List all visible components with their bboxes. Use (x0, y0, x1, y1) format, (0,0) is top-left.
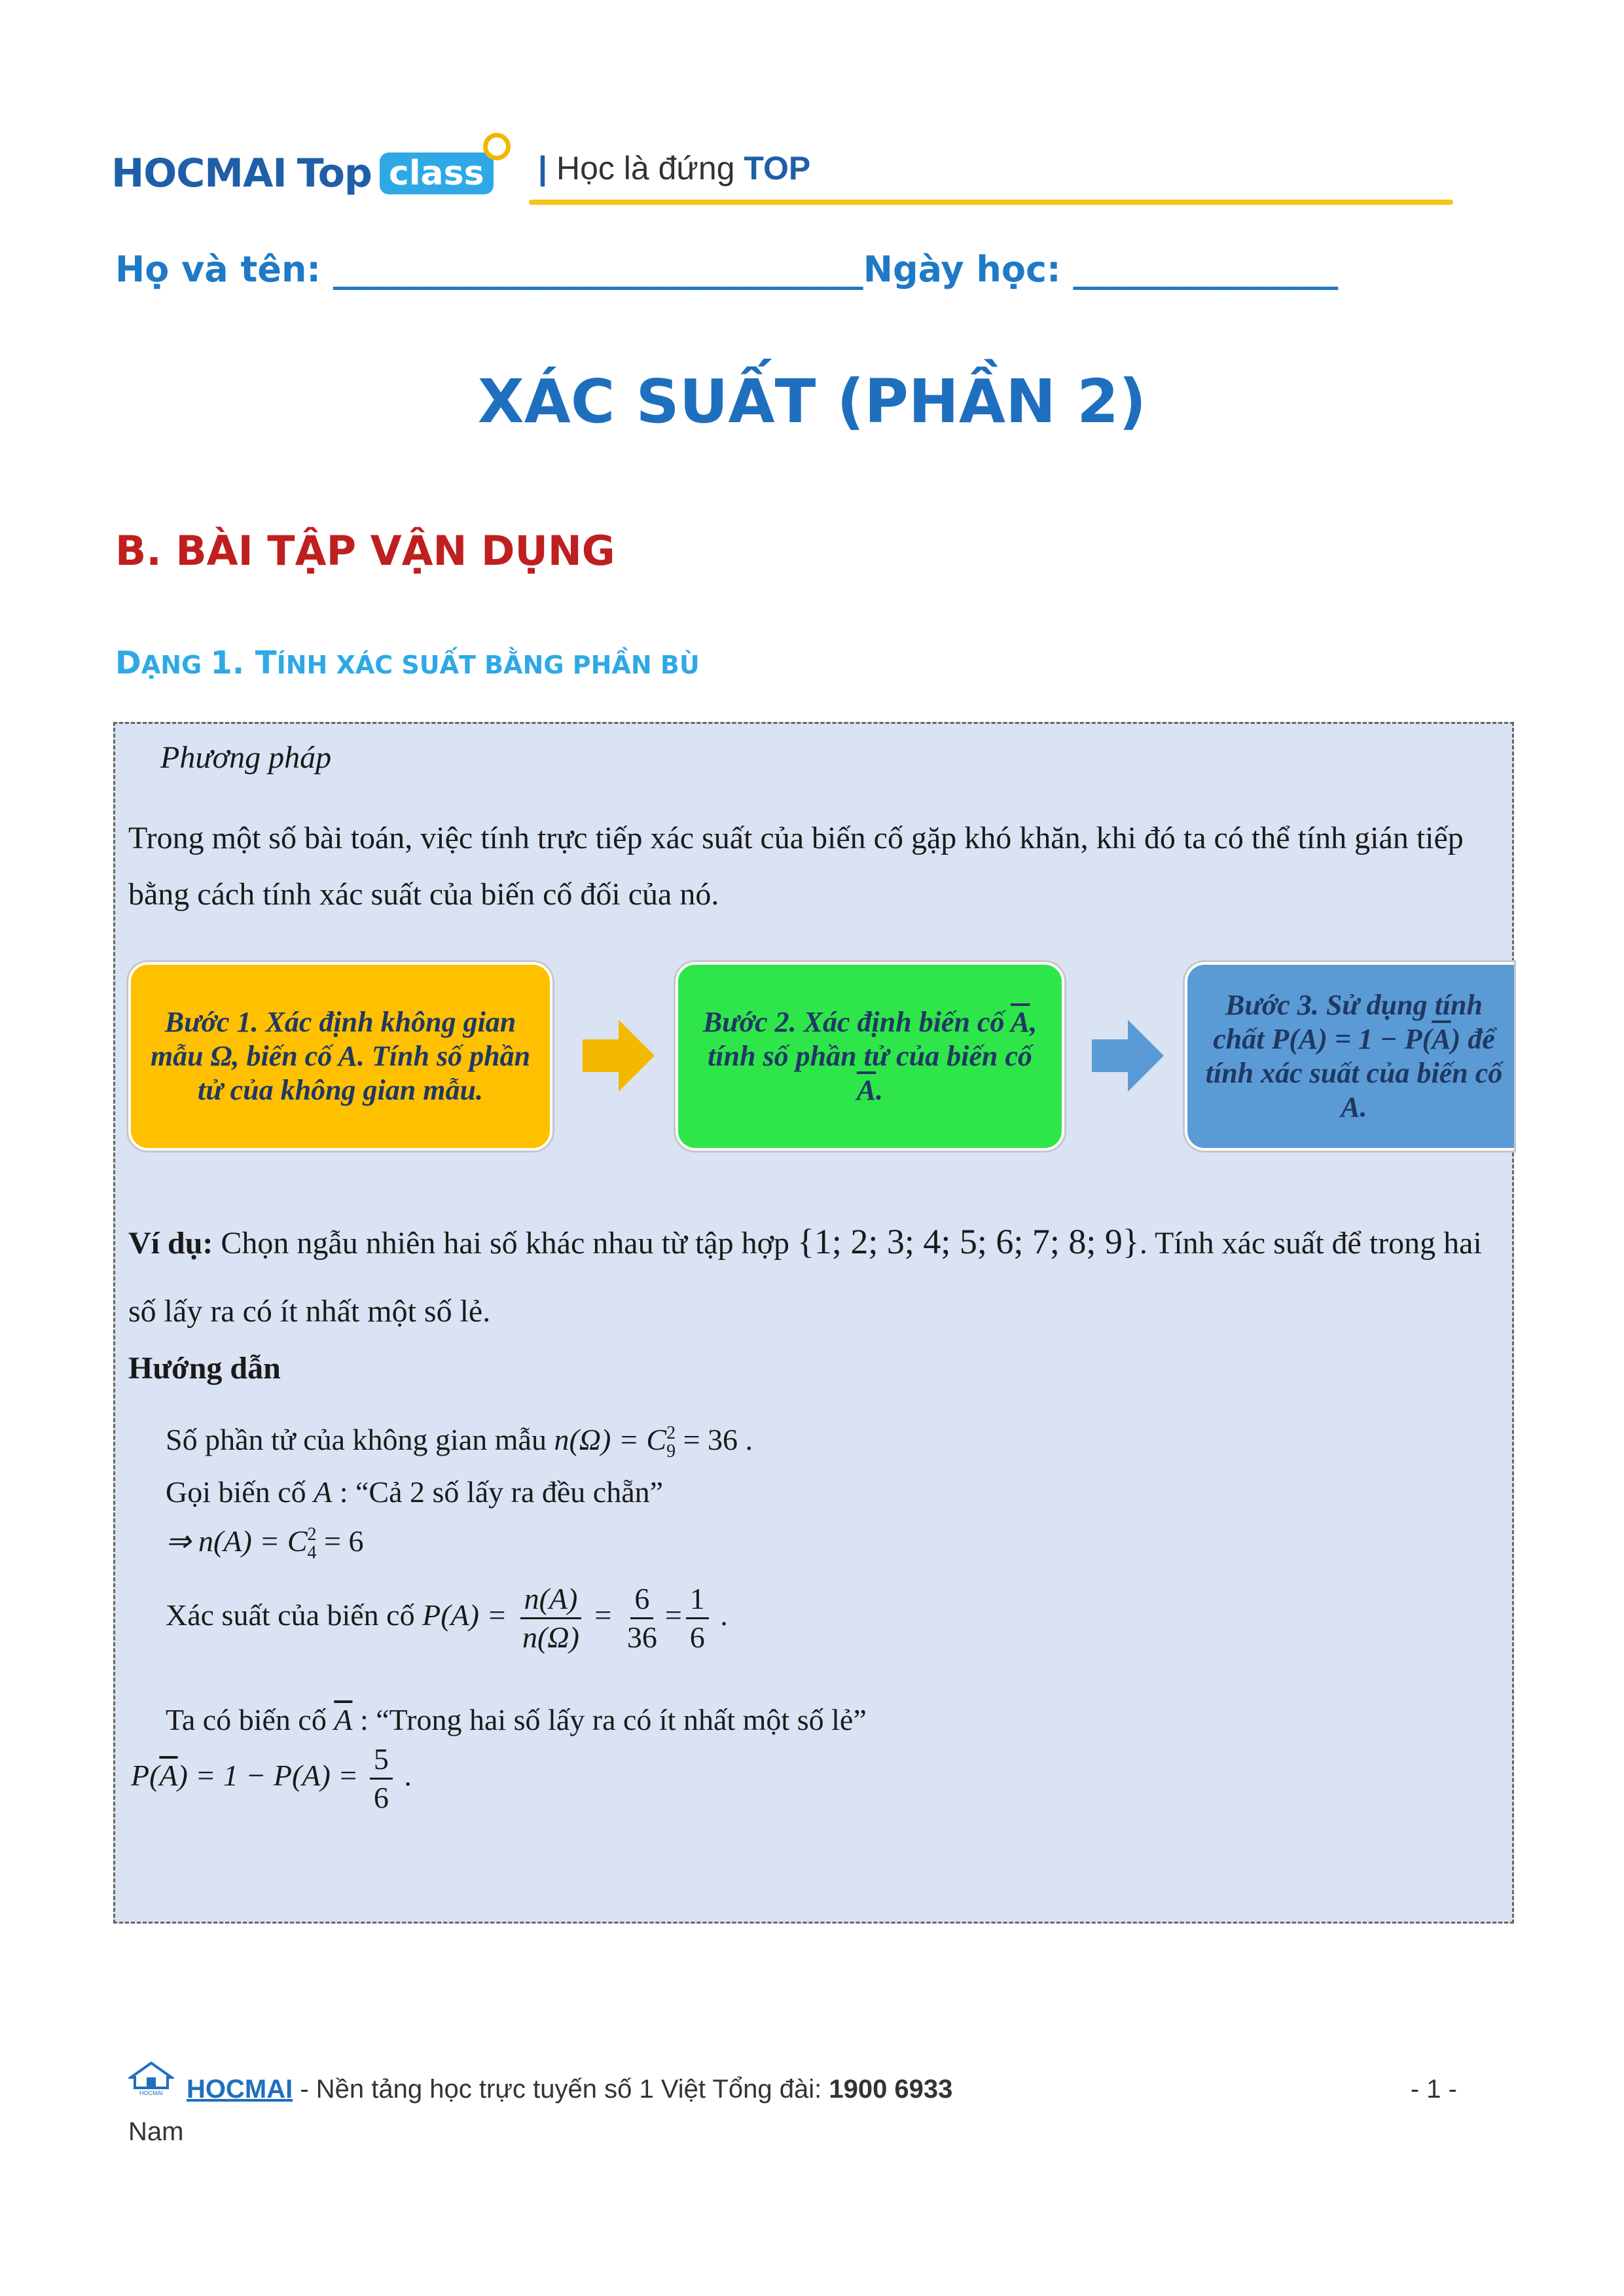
fraction-1-den: n(Ω) (522, 1621, 579, 1654)
solution-line-3-sup: 2 (307, 1524, 317, 1545)
hocmai-house-icon (128, 2062, 174, 2096)
section-heading: B. BÀI TẬP VẬN DỤNG (115, 527, 615, 575)
solution-line-6-var: $\overline{A}$ (159, 1759, 178, 1793)
fraction-2-den: 36 (626, 1621, 657, 1654)
solution-line-5-var: $\overline{A}$ (334, 1703, 353, 1736)
solution-line-4-eq: = (586, 1598, 619, 1632)
example-text-b: . Tính xác suất để trong hai số lấy ra có ít nhất một số lẻ. (128, 1226, 1482, 1329)
solution-line-3-math: ⇒ n(A) = C (166, 1524, 308, 1558)
fraction-3-num: 1 (686, 1581, 709, 1619)
logo-class (380, 152, 494, 194)
fraction-1-num: n(A) (520, 1581, 582, 1619)
step-3-text-c: ) để tính xác suất của biến cố A. (1205, 1023, 1503, 1123)
method-paragraph: Trong một số bài toán, việc tính trực tiếp xác suất của biến cố gặp khó khăn, khi đó ta có thể tính gián tiếp bằng cách tính xác suất của biến cố đối của nó. (128, 821, 1464, 912)
fraction-5-6 (370, 1741, 393, 1816)
solution-line-1-end: = 36 . (676, 1423, 753, 1456)
step-2-text-a: Bước 2. Xác định biến cố (702, 1006, 1011, 1038)
step-2-text-c: , tính số phần tử của biến cố (708, 1006, 1038, 1072)
logo-top: Top (297, 151, 372, 196)
example-set: {1; 2; 3; 4; 5; 6; 7; 8; 9} (797, 1222, 1140, 1261)
house-icon-caption: HOCMAI (139, 2090, 163, 2096)
step-2-complement-a: $\overline{A}$ (1010, 1006, 1030, 1038)
solution-line-5-text: Ta có biến cố (166, 1703, 334, 1736)
solution-line-5-end: : “Trong hai số lấy ra có ít nhất một số lẻ” (352, 1703, 867, 1736)
dang-part-4: ÍNH XÁC SUẤT BẰNG PHẦN BÙ (276, 651, 700, 679)
tagline-bar: | (538, 150, 547, 187)
solution-line-1 (166, 1420, 753, 1461)
tagline-text: Học là đứng (556, 150, 744, 187)
fraction-4-den: 6 (373, 1781, 389, 1814)
tagline-top: TOP (744, 150, 811, 187)
student-name-date-line: Họ và tên: ______________________________Ngày học: _______________ (115, 249, 1339, 290)
solution-line-5 (166, 1700, 867, 1740)
example-text-a: Chọn ngẫu nhiên hai số khác nhau từ tập hợp (213, 1226, 797, 1261)
method-heading: Phương pháp (160, 740, 332, 775)
fraction-nA-nOmega (518, 1581, 583, 1656)
step-2-complement-b: $\overline{A}$ (856, 1074, 876, 1106)
fraction-1-6 (686, 1581, 709, 1656)
tagline-underline (529, 200, 1453, 205)
solution-line-1-math: n(Ω) = C (554, 1423, 667, 1456)
logo-class-text: class (388, 154, 484, 193)
step-2-text-e: . (876, 1074, 884, 1106)
solution-line-4: Xác suất của biến cố P(A) = $\frac{n(A)}{n(\Omega)}$ = $\frac{6}{36}$ = $\frac{1}{6}$ . (166, 1581, 728, 1656)
right-arrow-icon (583, 1020, 655, 1092)
solution-line-6-end: . (396, 1759, 412, 1793)
fraction-4-num: 5 (370, 1741, 393, 1780)
solution-heading: Hướng dẫn (128, 1351, 281, 1386)
gear-icon (483, 133, 511, 160)
solution-line-2-end: : “Cả 2 số lấy ra đều chẵn” (332, 1475, 664, 1509)
hocmai-topclass-logo (111, 144, 494, 203)
solution-line-3-end: = 6 (316, 1524, 364, 1558)
example-paragraph (128, 1208, 1509, 1346)
tagline (538, 149, 810, 187)
solution-line-1-sup: 2 (666, 1423, 676, 1444)
solution-line-6-p: P( (131, 1759, 160, 1793)
footer-text: - Nền tảng học trực tuyến số 1 Việt Tổng đài: (293, 2075, 829, 2104)
solution-line-1-sub: 9 (666, 1441, 676, 1462)
step-3-text-a: Bước 3. Sử dụng tính chất P(A) = 1 − P( (1213, 989, 1483, 1055)
solution-line-2 (166, 1473, 663, 1512)
dang-part-2: ẠNG (141, 651, 211, 679)
logo-hocmai: HOCMAI (111, 151, 287, 196)
step-3-complement: $\overline{A}$ (1432, 1023, 1451, 1055)
solution-line-1-text: Số phần tử của không gian mẫu (166, 1423, 554, 1456)
footer-phone: 1900 6933 (829, 2075, 953, 2104)
step-1-box (128, 962, 552, 1151)
dang-part-1: D (115, 645, 141, 681)
solution-line-6-mid: ) = 1 − P(A) = (177, 1759, 366, 1793)
fraction-2-num: 6 (630, 1581, 653, 1619)
page-title: XÁC SUẤT (PHẦN 2) (477, 367, 1147, 437)
page-number: - 1 - (1410, 2075, 1457, 2104)
step-1-text: Bước 1. Xác định không gian mẫu Ω, biến cố A. Tính số phần tử của không gian mẫu. (150, 1006, 531, 1106)
dang-heading (115, 645, 700, 681)
footer-brand-link[interactable]: HOCMAI (187, 2075, 293, 2104)
footer-nam: Nam (128, 2117, 184, 2146)
solution-line-6 (131, 1741, 412, 1816)
solution-line-3 (166, 1522, 363, 1562)
solution-line-2-text: Gọi biến cố (166, 1475, 314, 1509)
solution-line-4-text: Xác suất của biến cố (166, 1598, 423, 1632)
solution-line-4-end: . (712, 1598, 728, 1632)
solution-line-3-sub: 4 (307, 1543, 317, 1564)
solution-line-4-math: P(A) = (422, 1598, 514, 1632)
fraction-3-den: 6 (689, 1621, 705, 1654)
right-arrow-icon (1092, 1020, 1164, 1092)
step-3-text (1200, 988, 1507, 1124)
footer-line (187, 2075, 1457, 2104)
example-label: Ví dụ: (128, 1226, 213, 1261)
fraction-6-36 (623, 1581, 661, 1656)
solution-line-2-var: A (314, 1475, 333, 1509)
dang-part-3: 1. T (210, 645, 277, 681)
step-2-text (694, 1005, 1046, 1107)
step-2-box (676, 962, 1064, 1151)
step-3-box (1185, 962, 1514, 1151)
